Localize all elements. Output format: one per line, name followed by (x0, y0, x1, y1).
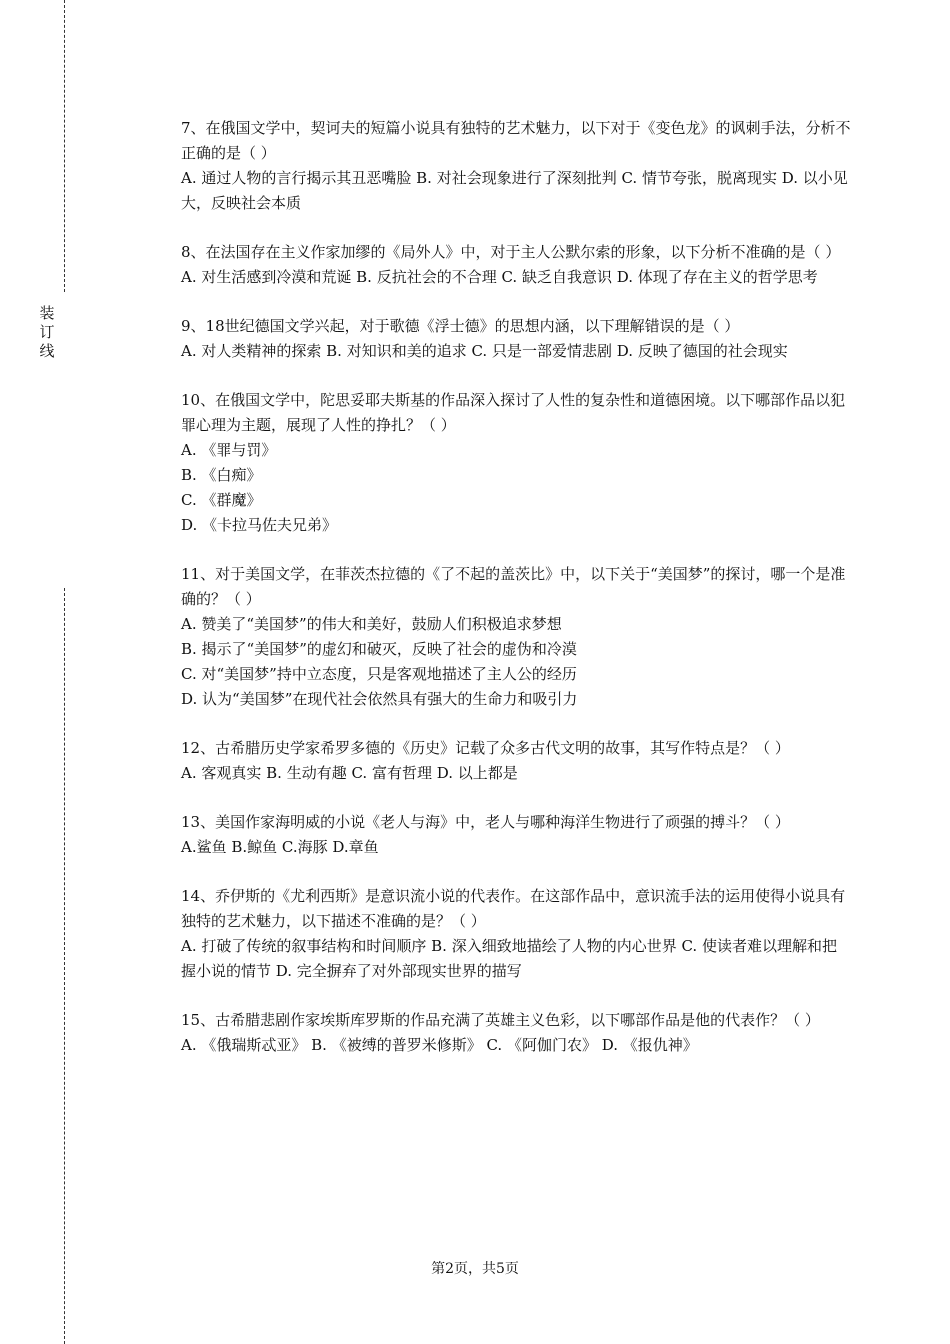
question-list (181, 116, 851, 1082)
question-15 (181, 1008, 851, 1058)
question-stem: 15、古希腊悲剧作家埃斯库罗斯的作品充满了英雄主义色彩，以下哪部作品是他的代表作？（ ） (181, 1011, 820, 1029)
option-b: B. 《白痴》 (181, 466, 262, 484)
question-stem: 7、在俄国文学中，契诃夫的短篇小说具有独特的艺术魅力，以下对于《变色龙》的讽刺手法，分析不正确的是（ ） (181, 119, 851, 162)
option-c: C. 对“美国梦”持中立态度，只是客观地描述了主人公的经历 (181, 665, 577, 683)
question-options: A.鲨鱼 B.鲸鱼 C.海豚 D.章鱼 (181, 838, 379, 856)
option-d: D. 认为“美国梦”在现代社会依然具有强大的生命力和吸引力 (181, 690, 578, 708)
question-stem: 8、在法国存在主义作家加缪的《局外人》中，对于主人公默尔索的形象，以下分析不准确的是（ ） (181, 243, 841, 261)
binding-dashed-line-bottom (64, 588, 65, 1344)
question-options: A. 通过人物的言行揭示其丑恶嘴脸 B. 对社会现象进行了深刻批判 C. 情节夸张，脱离现实 D. 以小见大，反映社会本质 (181, 169, 848, 212)
binding-label (38, 304, 56, 361)
question-stem: 10、在俄国文学中，陀思妥耶夫斯基的作品深入探讨了人性的复杂性和道德困境。以下哪部作品以犯罪心理为主题，展现了人性的挣扎？（ ） (181, 391, 846, 434)
page-number: 第2页，共5页 (431, 1261, 519, 1277)
question-14 (181, 884, 851, 984)
binding-char: 线 (39, 342, 55, 360)
question-11 (181, 562, 851, 712)
question-13 (181, 810, 851, 860)
question-stem: 13、美国作家海明威的小说《老人与海》中，老人与哪种海洋生物进行了顽强的搏斗？（ ） (181, 813, 790, 831)
question-options: A. 对人类精神的探索 B. 对知识和美的追求 C. 只是一部爱情悲剧 D. 反映了德国的社会现实 (181, 342, 788, 360)
question-stem: 9、18世纪德国文学兴起，对于歌德《浮士德》的思想内涵，以下理解错误的是（ ） (181, 317, 740, 335)
question-options: A. 客观真实 B. 生动有趣 C. 富有哲理 D. 以上都是 (181, 764, 518, 782)
option-a: A. 赞美了“美国梦”的伟大和美好，鼓励人们积极追求梦想 (181, 615, 562, 633)
question-options: A. 打破了传统的叙事结构和时间顺序 B. 深入细致地描绘了人物的内心世界 C. 使读者难以理解和把握小说的情节 D. 完全摒弃了对外部现实世界的描写 (181, 937, 837, 980)
binding-char: 订 (39, 323, 55, 341)
question-options: A. 《俄瑞斯忒亚》 B. 《被缚的普罗米修斯》 C. 《阿伽门农》 D. 《报仇神》 (181, 1036, 698, 1054)
question-stem: 11、对于美国文学，在菲茨杰拉德的《了不起的盖茨比》中，以下关于“美国梦”的探讨，哪一个是准确的？（ ） (181, 565, 846, 608)
question-12 (181, 736, 851, 786)
question-9 (181, 314, 851, 364)
option-c: C. 《群魔》 (181, 491, 262, 509)
question-options: A. 对生活感到冷漠和荒诞 B. 反抗社会的不合理 C. 缺乏自我意识 D. 体现了存在主义的哲学思考 (181, 268, 818, 286)
binding-char: 装 (39, 304, 55, 322)
question-7 (181, 116, 851, 216)
binding-dashed-line-top (64, 0, 65, 292)
option-d: D. 《卡拉马佐夫兄弟》 (181, 516, 338, 534)
option-a: A. 《罪与罚》 (181, 441, 277, 459)
question-10 (181, 388, 851, 538)
question-8 (181, 240, 851, 290)
question-stem: 14、乔伊斯的《尤利西斯》是意识流小说的代表作。在这部作品中，意识流手法的运用使得小说具有独特的艺术魅力，以下描述不准确的是？（ ） (181, 887, 846, 930)
question-stem: 12、古希腊历史学家希罗多德的《历史》记载了众多古代文明的故事，其写作特点是？（ ） (181, 739, 790, 757)
option-b: B. 揭示了“美国梦”的虚幻和破灭，反映了社会的虚伪和冷漠 (181, 640, 577, 658)
